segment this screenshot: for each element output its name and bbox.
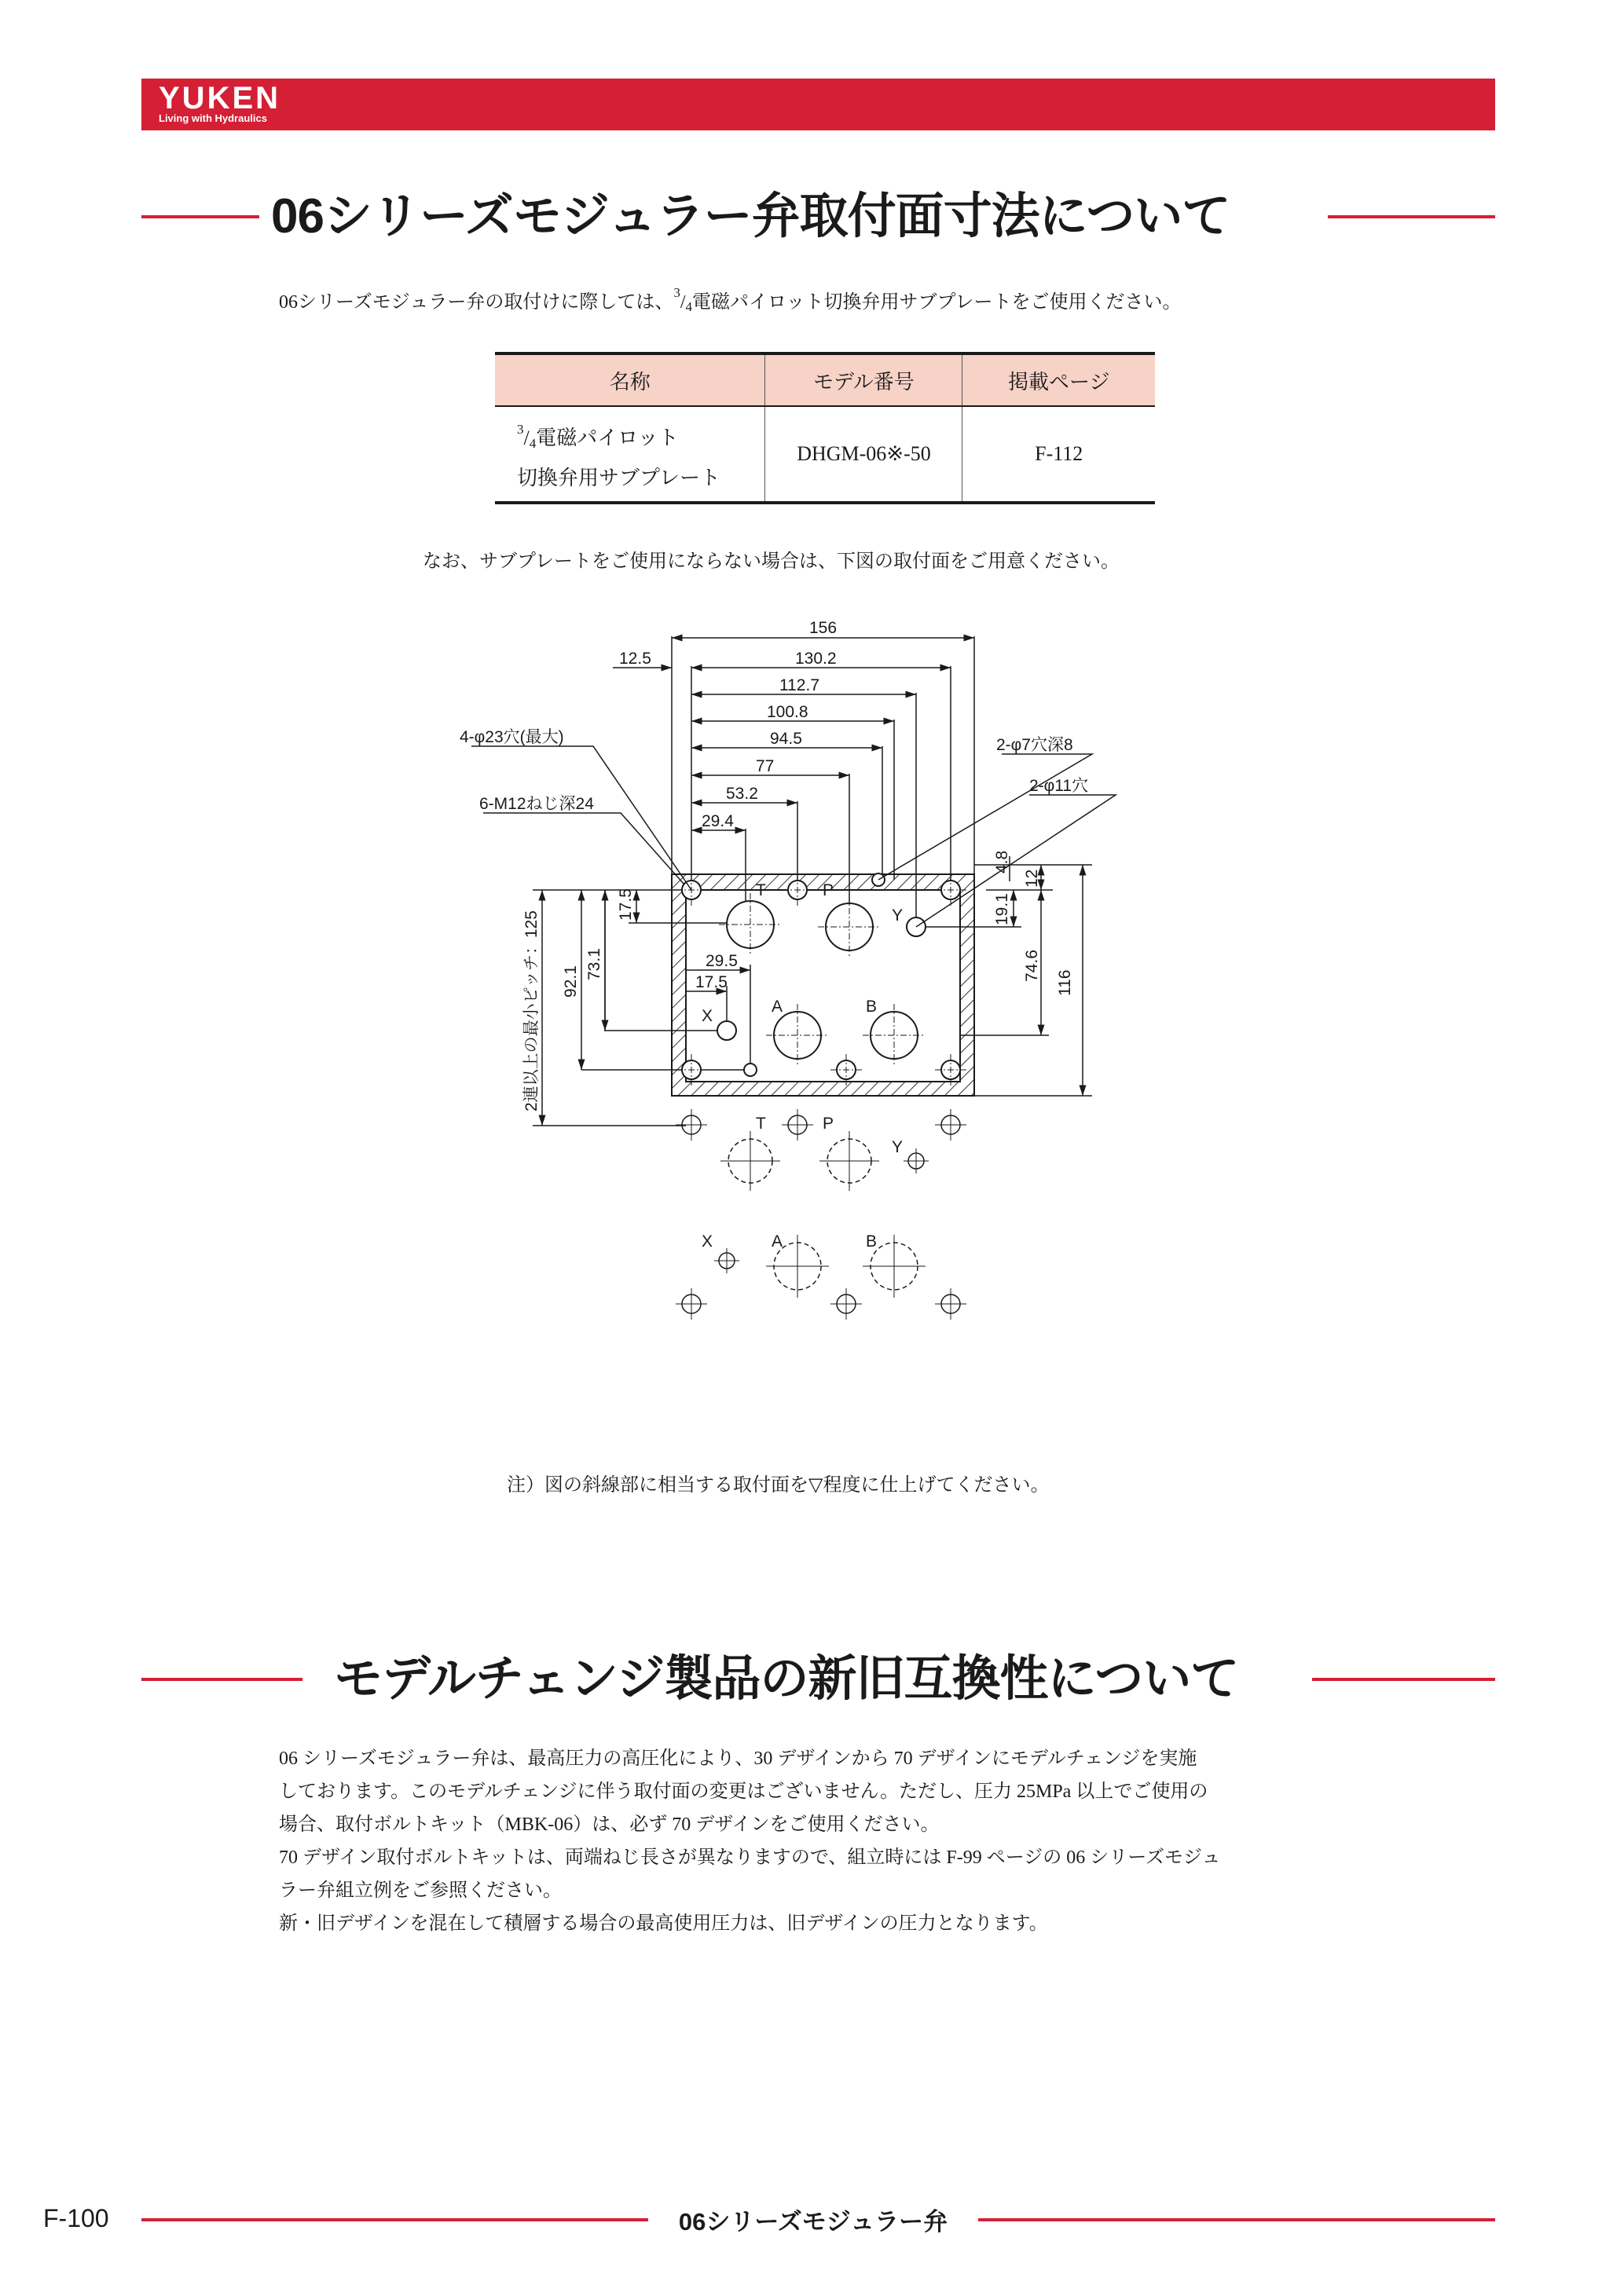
dim-12-5: 12.5 [619, 650, 651, 668]
svg-text:12: 12 [1023, 869, 1041, 888]
section2-title: モデルチェンジ製品の新旧互換性について [334, 1652, 1239, 1706]
svg-text:17.5: 17.5 [617, 888, 635, 921]
dim-130-2: 130.2 [795, 650, 837, 668]
callout-2-phi7: 2-φ7穴深8 [996, 736, 1073, 754]
section2-heading [141, 1648, 1495, 1711]
pitch-label: 2連以上の最小ピッチ：125 [522, 910, 541, 1111]
svg-text:74.6: 74.6 [1023, 950, 1041, 982]
footer-rule-right [978, 2218, 1495, 2221]
table-header: 掲載ページ [962, 353, 1155, 406]
port-P: P [823, 881, 834, 899]
table-header: モデル番号 [765, 353, 962, 406]
reference-layout [682, 1115, 960, 1313]
ref-port-T: T [756, 1115, 766, 1133]
ref-port-P: P [823, 1115, 834, 1133]
dim-156: 156 [809, 619, 838, 637]
right-vertical-dims [993, 851, 1074, 996]
svg-text:92.1: 92.1 [562, 965, 580, 998]
dim-17-5-inner: 17.5 [695, 973, 728, 991]
dim-77: 77 [756, 757, 775, 775]
table-cell-model: DHGM-06※-50 [765, 406, 962, 503]
port-X: X [702, 1007, 713, 1025]
port-Y: Y [892, 906, 904, 925]
logo-brand: YUKEN [159, 81, 281, 115]
svg-text:73.1: 73.1 [585, 948, 603, 980]
ref-port-Y: Y [892, 1138, 904, 1156]
svg-text:116: 116 [1056, 969, 1074, 996]
svg-text:19.1: 19.1 [993, 893, 1011, 925]
callout-4-phi23: 4-φ23穴(最大) [460, 728, 564, 746]
page-number: F-100 [43, 2204, 109, 2232]
heading-rule-right [1312, 1678, 1495, 1681]
ref-port-A: A [772, 1232, 783, 1251]
ref-port-B: B [866, 1232, 878, 1251]
section1-intro: 06シリーズモジュラー弁の取付けに際しては、$^3/_4$電磁パイロット切換弁用サブプレートをご使用ください。 [279, 285, 1182, 314]
ref-port-X: X [702, 1232, 713, 1251]
dim-29-4: 29.4 [702, 812, 734, 830]
footer-rule-left [141, 2218, 648, 2221]
dim-100-8: 100.8 [767, 703, 808, 721]
fraction: $^3/_4$ [673, 285, 692, 314]
footer-title: 06シリーズモジュラー弁 [678, 2208, 948, 2236]
port-A: A [772, 998, 783, 1016]
drawing-intro-note: なお、サブプレートをご使用にならない場合は、下図の取付面をご用意ください。 [423, 551, 1120, 572]
logo-tagline: Living with Hydraulics [159, 112, 267, 124]
dim-29-5: 29.5 [706, 952, 738, 970]
callout-6-m12: 6-M12ねじ深24 [479, 795, 594, 813]
heading-rule-left [141, 1678, 302, 1681]
dim-94-5: 94.5 [770, 730, 802, 748]
callout-2-phi11: 2-φ11穴 [1029, 777, 1089, 795]
table-header: 名称 [495, 353, 765, 406]
left-vertical-dims [522, 888, 635, 1111]
table-cell-page: F-112 [962, 406, 1155, 503]
svg-text:4.8: 4.8 [993, 850, 1011, 873]
port-T: T [756, 881, 766, 899]
table-cell-name: $^3/_4$電磁パイロット 切換弁用サブプレート [495, 406, 765, 503]
drawing-footnote: 注）図の斜線部に相当する取付面を▽程度に仕上げてください。 [507, 1475, 1050, 1496]
dim-53-2: 53.2 [726, 785, 758, 803]
port-B: B [866, 998, 878, 1016]
dim-112-7: 112.7 [779, 676, 819, 694]
section1-title: 06シリーズモジュラー弁取付面寸法について [271, 189, 1230, 244]
